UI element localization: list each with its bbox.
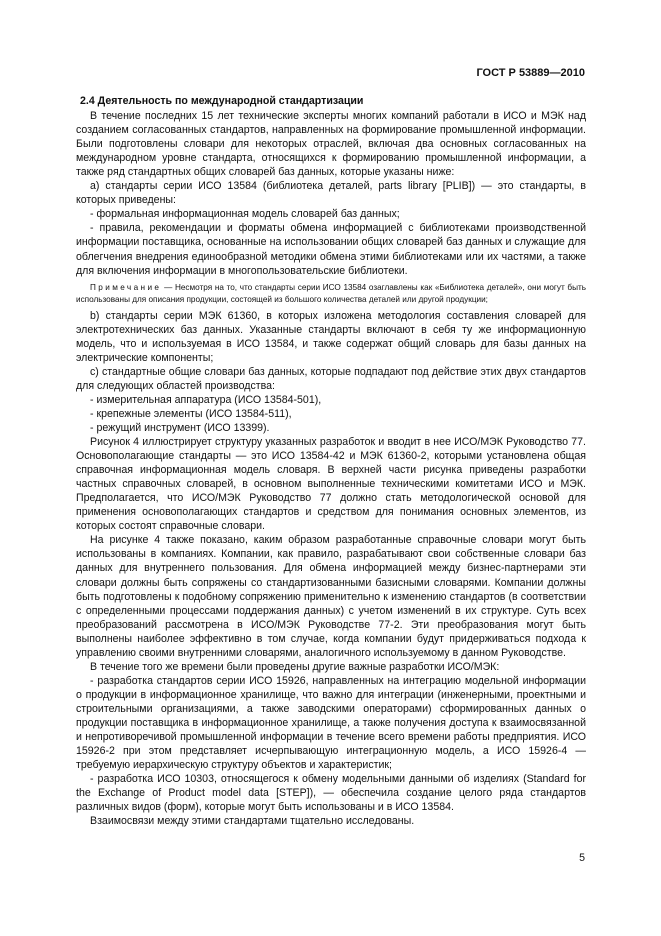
note (76, 282, 586, 306)
list-item: - режущий инструмент (ИСО 13399). (90, 421, 270, 434)
paragraph: В течение того же времени были проведены другие важные разработки ИСО/МЭК: (90, 660, 500, 673)
document-id: ГОСТ Р 53889—2010 (476, 67, 585, 79)
paragraph: На рисунке 4 также показано, каким образом разработанные справочные словари могут быть использованы в компаниях. Компании, как правило, разрабатывают свои собственные словари баз данных для внутреннего пользования. Для обмена информацией между бизнес-партнерами эти словари должны быть сопряжены со стандартизованными базисными словарями. Компании должны быть подготовлены к подобному сопряжению применительно к изменению стандартов (в соответствии с определенными процессами поддержания данных) с учетом изменений в их структуре. Суть всех преобразований рассмотрена в ИСО/МЭК Руководстве 77-2. Эти преобразования могут быть выполнены наиболее эффективно в том случае, когда компании будут придерживаться подхода к управлению своими внутренними словарями, аналогичного используемому в данном Руководстве. (76, 534, 586, 659)
list-item: - разработка стандартов серии ИСО 15926, направленных на интеграцию модельной информации о продукции в информационное хранилище, что важно для интеграции (инженерными, проектными и строительными организациями, а также заводскими операторами) сформированных данных о продукции поставщика в информационное хранилище, а также получения доступа к взаимосвязанной и непротиворечивой промышленной информации в течение всего времени работы предприятия. ИСО 15926-2 при этом представляет исчерпывающую интеграционную модель, а ИСО 15926-4 — требуемую иерархическую структуру объектов и характеристик; (76, 674, 586, 772)
note-text: — Несмотря на то, что стандарты серии ИСО 13584 озаглавлены как «Библиотека деталей», они могут быть использованы для описания продукции, состоящей из большого количества деталей или другой продукции; (76, 282, 586, 304)
paragraph: Рисунок 4 иллюстрирует структуру указанных разработок и вводит в нее ИСО/МЭК Руководство 77. Основополагающие стандарты — это ИСО 13584-42 и МЭК 61360-2, которыми установлена общая справочная информационная модель словаря. В верхней части рисунка приведены разработки частных справочных словарей, в основном выполненные техническими комитетами ИСО и МЭК. Предполагается, что ИСО/МЭК Руководство 77 должно стать методологической основой для применения основополагающих стандартов и средством для понимания основных элементов, из которых состоят справочные словари. (76, 436, 586, 533)
list-item: - правила, рекомендации и форматы обмена информацией с библиотеками производственной информации поставщика, основанные на использовании общих словарей баз данных и служащие для облегчения внедрения единообразной методики обмена этими библиотеками или их частями, а также для включения информации в многопользовательские библиотеки. (76, 222, 586, 277)
paragraph: а) стандарты серии ИСО 13584 (библиотека деталей, parts library [PLIB]) — это стандарты, в которых приведены: (76, 180, 586, 207)
note-label: Примечание (90, 282, 162, 292)
paragraph: Взаимосвязи между этими стандартами тщательно исследованы. (90, 815, 415, 828)
page-number: 5 (579, 852, 585, 864)
list-item: - крепежные элементы (ИСО 13584-511), (90, 407, 292, 420)
paragraph: с) стандартные общие словари баз данных, которые подпадают под действие этих двух стандартов для следующих областей производства: (76, 365, 586, 392)
paragraph: В течение последних 15 лет технические эксперты многих компаний работали в ИСО и МЭК над созданием согласованных стандартов, направленных на формирование промышленной информации. Были подготовлены словари для некоторых отраслей, включая два основных согласованных на международном уровне стандарта, относящихся к формированию промышленной информации, а также ряд стандартных общих словарей баз данных, которые указаны ниже: (76, 110, 586, 179)
list-item: - измерительная аппаратура (ИСО 13584-501), (90, 393, 322, 406)
list-item: - разработка ИСО 10303, относящегося к обмену модельными данными об изделиях (Standard for the Exchange of Product model data [STEP]), — обеспечила создание целого ряда стандартов различных видов (форм), которые могут быть использованы и в ИСО 13584. (76, 773, 586, 814)
list-item: - формальная информационная модель словарей баз данных; (90, 208, 400, 221)
page-body (76, 94, 586, 828)
section-title: 2.4 Деятельность по международной стандартизации (80, 95, 364, 107)
paragraph: b) стандарты серии МЭК 61360, в которых изложена методология составления словарей для электротехнических баз данных. Указанные стандарты включают в себя ту же информационную модель, что и используемая в ИСО 13584, и также содержат общий словарь для базы данных на электрические компоненты; (76, 309, 586, 364)
